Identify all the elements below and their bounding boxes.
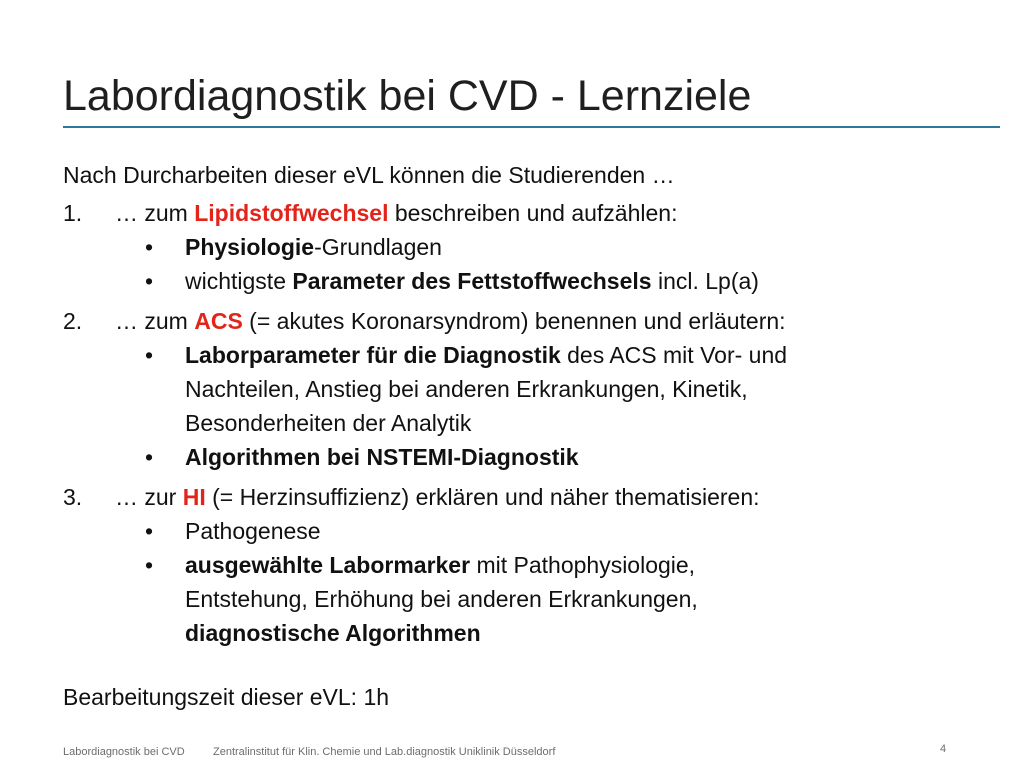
bullet-icon: • bbox=[145, 234, 154, 260]
objective-pre: … zum bbox=[115, 308, 195, 334]
bullet-bold-line: diagnostische Algorithmen bbox=[185, 620, 481, 646]
bullet-item bbox=[63, 230, 993, 264]
bullet-item bbox=[63, 264, 993, 298]
bullet-text: incl. Lp(a) bbox=[651, 268, 759, 294]
objective-1 bbox=[63, 196, 993, 298]
bullet-text-line: Besonderheiten der Analytik bbox=[185, 410, 472, 436]
footer-institution: Zentralinstitut für Klin. Chemie und Lab.diagnostik Uniklinik Düsseldorf bbox=[213, 746, 556, 758]
bullet-text: Pathogenese bbox=[185, 518, 321, 544]
bullet-text: -Grundlagen bbox=[314, 234, 442, 260]
bullet-text: mit Pathophysiologie, bbox=[470, 552, 696, 578]
objective-highlight: ACS bbox=[194, 308, 243, 334]
time-note: Bearbeitungszeit dieser eVL: 1h bbox=[63, 684, 390, 710]
objective-pre: … zur bbox=[115, 484, 183, 510]
objective-heading bbox=[63, 196, 993, 230]
bullet-list bbox=[63, 338, 993, 474]
objective-number: 3. bbox=[63, 484, 83, 510]
bullet-text-line: Entstehung, Erhöhung bei anderen Erkrankungen, bbox=[185, 586, 698, 612]
objective-number: 1. bbox=[63, 200, 83, 226]
objective-heading bbox=[63, 304, 993, 338]
objective-post: (= akutes Koronarsyndrom) benennen und erläutern: bbox=[242, 308, 786, 334]
bullet-list bbox=[63, 230, 993, 298]
bullet-bold: Parameter des Fettstoffwechsels bbox=[292, 268, 652, 294]
bullet-bold: Physiologie bbox=[185, 234, 315, 260]
bullet-icon: • bbox=[145, 268, 154, 294]
bullet-icon: • bbox=[145, 518, 154, 544]
title-divider bbox=[63, 126, 1000, 128]
bullet-bold: ausgewählte Labormarker bbox=[185, 552, 471, 578]
objective-post: beschreiben und aufzählen: bbox=[388, 200, 678, 226]
bullet-icon: • bbox=[145, 552, 154, 578]
footer-left: Labordiagnostik bei CVD bbox=[63, 746, 185, 758]
objective-pre: … zum bbox=[115, 200, 195, 226]
objective-heading bbox=[63, 480, 993, 514]
bullet-item bbox=[63, 338, 993, 440]
slide-content bbox=[63, 158, 993, 714]
bullet-item bbox=[63, 514, 993, 548]
objective-highlight: HI bbox=[182, 484, 206, 510]
objective-number: 2. bbox=[63, 308, 83, 334]
intro-text: Nach Durcharbeiten dieser eVL können die Studierenden … bbox=[63, 162, 675, 188]
bullet-text-line: Nachteilen, Anstieg bei anderen Erkrankungen, Kinetik, bbox=[185, 376, 748, 402]
bullet-item bbox=[63, 548, 993, 650]
bullet-text: des ACS mit Vor- und bbox=[560, 342, 788, 368]
bullet-pre: wichtigste bbox=[185, 268, 293, 294]
bullet-icon: • bbox=[145, 342, 154, 368]
objective-3 bbox=[63, 480, 993, 650]
bullet-bold: Laborparameter für die Diagnostik bbox=[185, 342, 561, 368]
slide-title: Labordiagnostik bei CVD - Lernziele bbox=[63, 72, 752, 120]
objective-2 bbox=[63, 304, 993, 474]
bullet-list bbox=[63, 514, 993, 650]
bullet-icon: • bbox=[145, 444, 154, 470]
bullet-bold: Algorithmen bei NSTEMI-Diagnostik bbox=[185, 444, 579, 470]
objective-highlight: Lipidstoffwechsel bbox=[194, 200, 389, 226]
page-number: 4 bbox=[940, 743, 947, 755]
bullet-item bbox=[63, 440, 993, 474]
objective-post: (= Herzinsuffizienz) erklären und näher thematisieren: bbox=[205, 484, 760, 510]
